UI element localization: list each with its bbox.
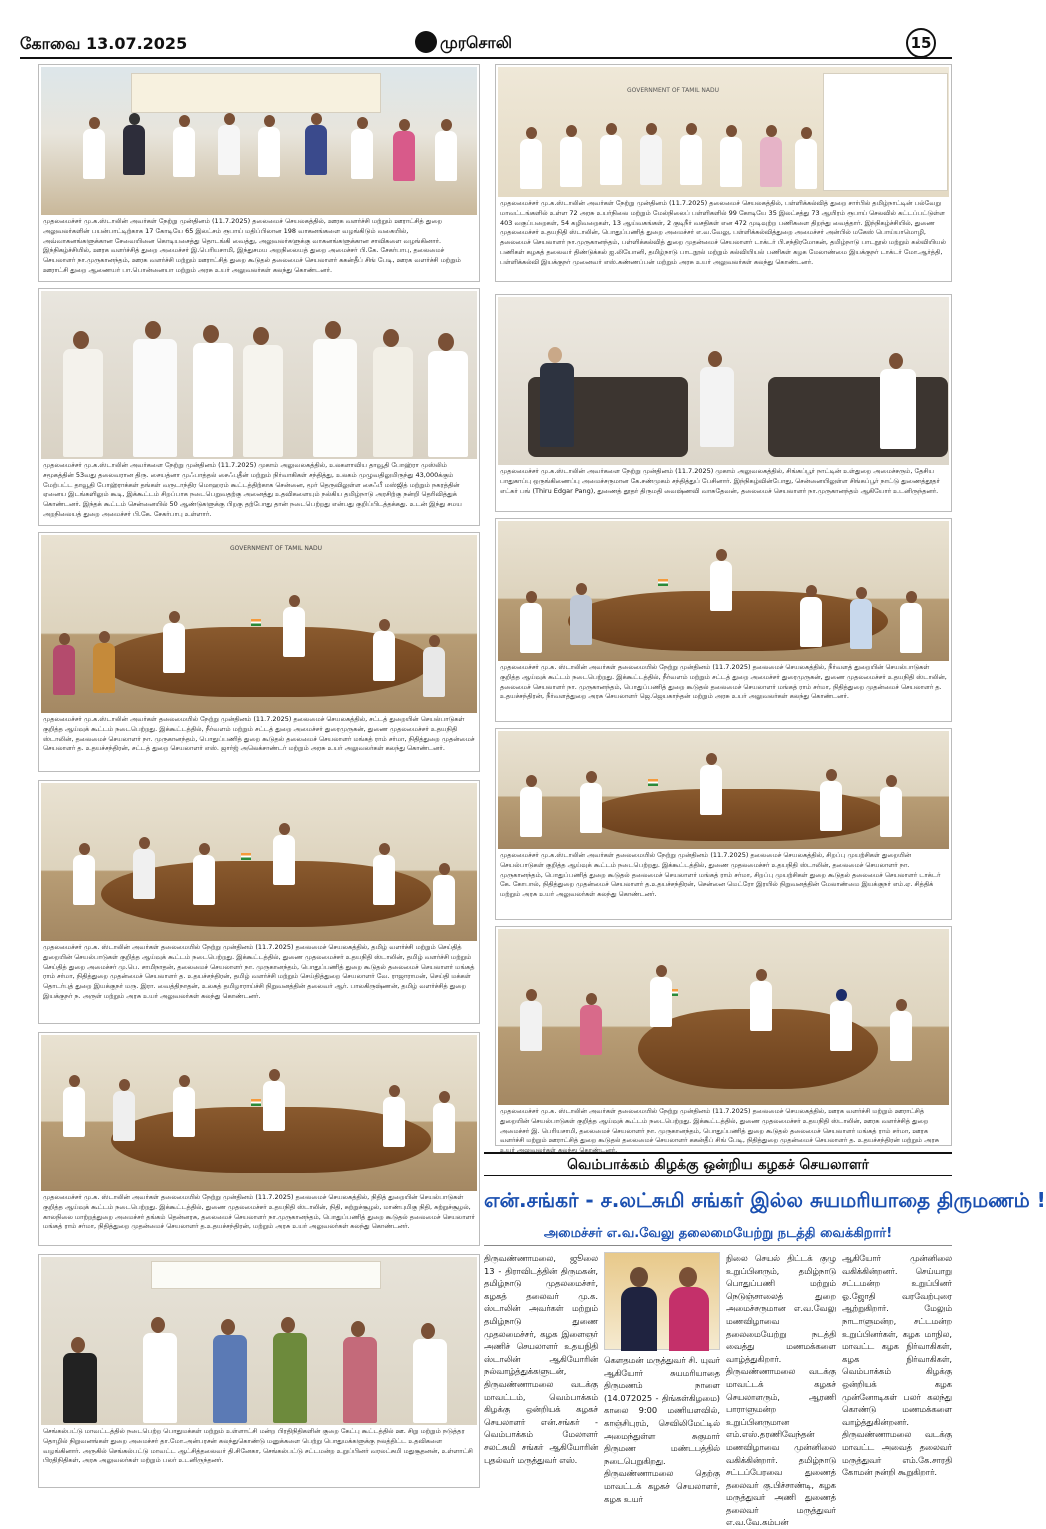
photo-caption: முதலமைச்சர் மு.க. ஸ்டாலின் அவர்கள் தலைமையில் நேற்று முன்தினம் (11.7.2025) தலைமைச் செயலகத்தில், ஊரக வளர்ச்சி மற்றும் ஊராட்சித் துறையின் செயல்பாடுகள் குறித்த ஆய்வுக் கூட்டம் நடைபெற்றது. இக்கூட்டத்தில், துணை முதலமைச்சர் உதயநிதி ஸ்டாலின், ஊரக வளர்ச்சித் துறை அமைச்சர் இ. பெரியசாமி, தலைமைச் செயலாளர் நா. முருகானந்தம், பொதுப்பணித் துறை கூடுதல் தலைமைச் செயலாளர் மங்கத் ராம் சர்மா, ஊரக வளர்ச்சி மற்றும் ஊராட்சித் துறை கூடுதல் தலைமைச் செயலாளர் ககன்தீப் சிங் பேடி, நிதித்துறை முதன்மைச் செயலாளர் த. உதயச்சந்திரன் மற்றும் அரசு உயர் அலுவலர்கள் கலந்து கொண்டனர். xyxy=(500,1107,940,1155)
photo xyxy=(41,1035,477,1191)
photo-caption: முதலமைச்சர் மு.க.ஸ்டாலின் அவர்கள் தலைமையில் நேற்று முன்தினம் (11.7.2025) தலைமைச் செயலகத்தில், சிறப்பு முயற்சிகள் துறையின் செயல்பாடுகள் குறித்த ஆய்வுக் கூட்டம் நடைபெற்றது. இக்கூட்டத்தில், துணை முதலமைச்சர் உதயநிதி ஸ்டாலின், தலைமைச் செயலாளர் நா. முருகானந்தம், பொதுப்பணித் துறை கூடுதல் தலைமைச் செயலாளர் மங்கத் ராம் சர்மா, சிறப்பு முயற்சிகள் துறை கூடுதல் தலைமைச் செயலாளர் டாக்டர் கே. கோபால், நிதித்துறை முதன்மைச் செயலாளர் த.உதயச்சந்திரன், சென்னை மெட்ரோ இரயில் நிறுவனத்தின் மேலாண்மை இயக்குநர் எம்.ஏ. சித்திக் மற்றும் அரசு உயர் அலுவலர்கள் கலந்து கொண்டனர். xyxy=(500,851,941,899)
photo xyxy=(498,731,949,849)
masthead-rule xyxy=(20,57,952,59)
photo-caption: முதலமைச்சர் மு.க. ஸ்டாலின் அவர்கள் தலைமையில் நேற்று முன்தினம் (11.7.2025) தலைமைச் செயலகத்தில், நிதித் துறையின் செயல்பாடுகள் குறித்த ஆய்வுக் கூட்டம் நடைபெற்றது. இக்கூட்டத்தில், துணை முதலமைச்சர் உதயநிதி ஸ்டாலின், நிதி, சுற்றுச்சூழல், மாண்புமிகு நிதி, சுற்றுச்சூழல், காலநிலை மாற்றத்துறை அமைச்சர் தங்கம் தென்னரசு, தலைமைச் செயலாளர் நா.முருகானந்தம், பொதுப்பணித் துறை கூடுதல் தலைமைச் செயலாளர் மங்கத் ராம் சர்மா, நிதித்துறை முதன்மைச் செயலாளர் த.உதயச்சந்திரன், மற்றும் அரசு உயர் அலுவலர்கள் கலந்து கொண்டனர். xyxy=(43,1193,475,1231)
photo xyxy=(41,535,477,713)
photo-caption: முதலமைச்சர் மு.க.ஸ்டாலின் அவர்களை நேற்று முன்தினம் (11.7.2025) முகாம் அலுவலகத்தில், உலகளாவிய தாவூதி போஹ்ரா முஸ்லிம் சமூகத்தின் 53வது தலைவரான திரு. சையத்னா முஃபாத்தல் சைஃபுதீன் மற்றும் நிர்வாகிகள் சந்தித்து, உலகம் முழுவதிலுமிருந்து 43,000க்கும் மேற்பட்ட தாவூதி போஹ்ராக்கள் தங்கள் வருடாந்திர மொஹரம் கூட்டத்திற்காக சென்னை, மூர் தெருவிலுள்ள சைஃபீ மஸ்ஜித் மற்றும் நகரத்தின் ஏனைய இடங்களிலும் கூடி, இக்கூட்டம் சிறப்பாக நடைபெறுவதற்கு அனைத்து உதவிகளையும் நல்கிய தமிழ்நாடு அரசிற்கு நன்றி தெரிவித்துக் கொண்டனர். இந்தக் கூட்டம் சென்னையில் 50 ஆண்டுகளுக்கு பிறகு தற்போது தான் நடைபெற்றது என்பது குறிப்பிடத்தக்கது. உடன் இந்து சமய அறநிலையத் துறை அமைச்சர் பி.கே. சேகர்பாபு உள்ளார். xyxy=(43,461,462,518)
news-photo-tamil-dev-review xyxy=(38,780,480,1024)
news-photo-vehicles xyxy=(38,64,480,282)
photo-caption: முதலமைச்சர் மு.க.ஸ்டாலின் அவர்களை நேற்று முன்தினம் (11.7.2025) முகாம் அலுவலகத்தில், சிங்கப்பூர் நாட்டின் உள்துறை அமைச்சரும், தேசிய பாதுகாப்பு ஒருங்கிணைப்பு அமைச்சருமான கே.சண்முகம் சந்தித்துப் பேசினார். இந்நிகழ்வின்போது, சென்னையிலுள்ள சிங்கப்பூர் நாட்டு துணைத்தூதர் எட்கர் பங் (Thiru Edgar Pang), துணைத் தூதர் திருமதி வைஷ்ணவி வாசுதேவன், தலைமைச் செயலாளர் நா.முருகானந்தம் ஆகியோர் உடனிருந்தனர். xyxy=(500,467,940,495)
photo xyxy=(41,1257,477,1425)
article-subheadline: அமைச்சர் எ.வ.வேலு தலைமையேற்று நடத்தி வைக்கிறார்! xyxy=(484,1222,952,1246)
news-photo-water-dept-review xyxy=(495,518,952,722)
page-number: 15 xyxy=(906,28,936,58)
edition-date: கோவை 13.07.2025 xyxy=(20,34,188,53)
photo xyxy=(498,521,949,661)
article-column-2: கௌதமன் மருத்துவர் சி. யுவர் ஆகியோர் சுயமரியாதை திருமணம் நாளை (14.072025 - திங்கள்கிழமை) காலை 9:00 மணியளவில், காஞ்சிபுரம், செவிலிமேட்டில் அமைந்துள்ள சுகுமார் திருமண மண்டபத்தில் நடைபெறுகிறது. திருவண்ணாமலை தெற்கு மாவட்டக் கழகச் செயலாளர், கழக உயர் xyxy=(604,1355,720,1504)
news-photo-finance-dept-review xyxy=(38,1032,480,1246)
photo xyxy=(498,297,949,465)
article-column-3: நிலை செயல் திட்டக் குழு உறுப்பினரும், தமிழ்நாடு பொதுப்பணி மற்றும் நெடுஞ்சாலைத் துறை அமைச்சருமான எ.வ.வேலு மணவிழாவை தலைமையேற்று நடத்தி வைத்து மணமக்களை வாழ்த்துகிறார். திருவண்ணாமலை வடக்கு மாவட்டக் கழகச் செயலாளரும், ஆரணி பாராளுமன்ற உறுப்பினருமான எம்.எஸ்.தரணிவேந்தன் மணவிழாவை முன்னிலை வகிக்கின்றார். தமிழ்நாடு சட்டப்பேரவை துணைத் தலைவர் கு.பிச்சாண்டி, கழக மருத்துவர் அணி துணைத் தலைவர் மருத்துவர் எ.வ.வே.கம்பன் xyxy=(726,1253,836,1528)
news-photo-singapore-minister xyxy=(495,294,952,512)
news-photo-schools xyxy=(495,64,952,282)
article-kicker: வெம்பாக்கம் கிழக்கு ஒன்றிய கழகச் செயலாளர் xyxy=(484,1152,952,1176)
photo xyxy=(41,291,477,459)
article-headline: என்.சங்கர் - ச.லட்சுமி சங்கர் இல்ல சுயமரியாதை திருமணம் ! xyxy=(484,1188,1046,1212)
news-photo-law-dept-review xyxy=(38,532,480,772)
masthead xyxy=(0,0,972,58)
photo xyxy=(498,929,949,1105)
photo xyxy=(498,67,949,197)
photo-caption: முதலமைச்சர் மு.க.ஸ்டாலின் அவர்கள் நேற்று முன்தினம் (11.7.2025) தலைமைச் செயலகத்தில், ஊரக வளர்ச்சி மற்றும் ஊராட்சித் துறை அலுவலர்களின் பயன்பாட்டிற்காக 17 கோடியே 65 இலட்சம் ரூபாய் மதிப்பிலான 198 வாகனங்களை வழங்கிடும் வகையில், அவ்வாகனங்களுக்கான சேவையினை கொடியசைத்து தொடங்கி வைத்து, அலுவலர்களுக்கு வாகனங்களுக்கான சாவிகளை வழங்கினார். இந்நிகழ்ச்சியில், ஊரக வளர்ச்சித் துறை அமைச்சர் இ.பெரியசாமி, இந்துசமய அறநிலையத் துறை அமைச்சர் பி.கே. சேகர்பாபு, தலைமைச் செயலாளர் நா.முருகானந்தம், ஊரக வளர்ச்சி மற்றும் ஊராட்சித் துறை கூடுதல் தலைமைச் செயலாளர் ககன்தீப் சிங் பேடி, ஊரக வளர்ச்சி மற்றும் ஊராட்சி துறை ஆணையர் பா.பொன்னையா மற்றும் அரசு உயர் அலுவலர்கள் கலந்து கொண்டனர். xyxy=(43,217,461,274)
news-photo-bohra-delegation xyxy=(38,288,480,526)
photo-sign: GOVERNMENT OF TAMIL NADU xyxy=(626,87,720,94)
wedding-article xyxy=(484,1252,952,1528)
article-column-4: ஆகியோர் முன்னிலை வகிக்கின்றனர். செய்யாறு சட்டமன்ற உறுப்பினர் ஓ.ஜோதி வரவேற்புரை ஆற்றுகிறார். மேலும் நாடாளுமன்ற, சட்டமன்ற உறுப்பினர்கள், கழக மாநில, மாவட்ட கழக நிர்வாகிகள், கழக நிர்வாகிகள், வெம்பாக்கம் கிழக்கு ஒன்றியக் கழக முன்னோடிகள் பலர் கலந்து கொண்டு மணமக்களை வாழ்த்துகின்றனர். திருவண்ணாமலை வடக்கு மாவட்ட அவைத் தலைவர் மருத்துவர் எம்.கே.சாரதி கோமன் நன்றி கூறுகிறார். xyxy=(842,1253,952,1478)
couple-photo xyxy=(604,1252,720,1350)
photo-caption: முதலமைச்சர் மு.க. ஸ்டாலின் அவர்கள் தலைமையில் நேற்று முன்தினம் (11.7.2025) தலைமைச் செயலகத்தில், நீர்வளத் துறையின் செயல்பாடுகள் குறித்த ஆய்வுக் கூட்டம் நடைபெற்றது. இக்கூட்டத்தில், நீர்வளம் மற்றும் சட்டத் துறை அமைச்சர் துரைமுருகன், துணை முதலமைச்சர் உதயநிதி ஸ்டாலின், தலைமைச் செயலாளர் நா. முருகானந்தம், பொதுப்பணித் துறை கூடுதல் தலைமைச் செயலாளர் மங்கத் ராம் சர்மா, நிதித்துறை முதன்மைச் செயலாளர் த. உதயச்சந்திரன், நீர்வளத்துறை அரசு செயலாளர் ஜெ.ஜெயகாந்தன் மற்றும் அரசு உயர் அலுவலர்கள் கலந்து கொண்டனர். xyxy=(500,663,947,701)
article-column-1: திருவண்ணாமலை, ஜூலை 13 - திராவிடத்தின் திருமகன், தமிழ்நாடு முதலமைச்சர், கழகத் தலைவர் மு.க. ஸ்டாலின் அவர்கள் மற்றும் தமிழ்நாடு துணை முதலமைச்சர், கழக இளைஞர் அணிச் செயலாளர் உதயநிதி ஸ்டாலின் ஆகியோரின் நல்வாழ்த்துக்களுடன், திருவண்ணாமலை வடக்கு மாவட்டம், வெம்பாக்கம் கிழக்கு ஒன்றியக் கழகச் செயலாளர் என்.சங்கர் - வெம்பாக்கம் மேலாளர் சலட்சுமி சங்கர் ஆகியோரின் புதல்வர் மருத்துவர் எஸ். xyxy=(484,1253,598,1465)
newspaper-logo-icon xyxy=(415,31,437,53)
photo-caption: முதலமைச்சர் மு.க. ஸ்டாலின் அவர்கள் தலைமையில் நேற்று முன்தினம் (11.7.2025) தலைமைச் செயலகத்தில், தமிழ் வளர்ச்சி மற்றும் செய்தித் துறையின் செயல்பாடுகள் குறித்த ஆய்வுக் கூட்டம் நடைபெற்றது. இக்கூட்டத்தில், துணை முதலமைச்சர் உதயநிதி ஸ்டாலின், தமிழ் வளர்ச்சி மற்றும் செய்தித் துறை அமைச்சர் மு.பெ. சாமிநாதன், தலைமைச் செயலாளர் நா. முருகானந்தம், பொதுப்பணித் துறை கூடுதல் தலைமைச் செயலாளர் மங்கத் ராம் சர்மா, நிதித்துறை முதன்மைச் செயலாளர் த. உதயச்சந்திரன், தமிழ் வளர்ச்சி மற்றும் செய்தித்துறை செயலாளர் வே. ராஜாராமன், செய்தி மக்கள் தொடர்புத் துறை இயக்குநர் மரு. இரா. வைத்திநாதன், உலகத் தமிழாராய்ச்சி நிறுவனத்தின் தலைவர் ஆர். பாலகிருஷ்ணன், தமிழ் வளர்ச்சித் துறை இயக்குநர் ந. அருள் மற்றும் அரசு உயர் அலுவலர்கள் கலந்து கொண்டனர். xyxy=(43,943,475,1000)
news-photo-chengalpattu-grievance xyxy=(38,1254,480,1488)
newspaper-name: முரசொலி xyxy=(440,33,512,52)
photo xyxy=(41,67,477,215)
news-photo-rural-dev-review xyxy=(495,926,952,1155)
news-photo-special-initiatives-review xyxy=(495,728,952,920)
photo-caption: முதலமைச்சர் மு.க.ஸ்டாலின் அவர்கள் தலைமையில் நேற்று முன்தினம் (11.7.2025) தலைமைச் செயலகத்தில், சட்டத் துறையின் செயல்பாடுகள் குறித்த ஆய்வுக் கூட்டம் நடைபெற்றது. இக்கூட்டத்தில், நீர்வளம் மற்றும் சட்டத் துறை அமைச்சர் துரைமுருகன், துணை முதலமைச்சர் உதயநிதி ஸ்டாலின், தலைமைச் செயலாளர் நா. முருகானந்தம், பொதுப்பணித் துறை கூடுதல் தலைமைச் செயலாளர் மங்கத் ராம் சர்மா, நிதித்துறை முதன்மைச் செயலாளர் த. உதயச்சந்திரன், சட்டத் துறை செயலாளர் எஸ். ஜார்ஜ் அலெக்சாண்டர் மற்றும் அரசு உயர் அலுவலர்கள் கலந்து கொண்டனர். xyxy=(43,715,475,753)
photo-caption: முதலமைச்சர் மு.க.ஸ்டாலின் அவர்கள் நேற்று முன்தினம் (11.7.2025) தலைமைச் செயலகத்தில், பள்ளிக்கல்வித் துறை சார்பில் தமிழ்நாட்டின் பல்வேறு மாவட்டங்களில் உள்ள 72 அரசு உயர்நிலை மற்றும் மேல்நிலைப் பள்ளிகளில் 99 கோடியே 35 இலட்சத்து 73 ஆயிரம் ரூபாய் செலவில் கட்டப்பட்டுள்ள 403 வகுப்பறைகள், 54 கழிவறைகள், 13 ஆய்வகங்கள், 2 குடிநீர் வசதிகள் என 472 முடிவுற்ற பணிகளை திறந்து வைத்தார். இந்நிகழ்ச்சியில், துணை முதலமைச்சர் உதயநிதி ஸ்டாலின், பொதுப்பணித் துறை அமைச்சர் எ.வ.வேலு, பள்ளிக்கல்வித்துறை அமைச்சர் அன்பில் மகேஸ் பொய்யாமொழி, தலைமைச் செயலாளர் நா.முருகானந்தம், பள்ளிக்கல்வித் துறை முதன்மைச் செயலாளர் டாக்டர் பி.சந்திரமோகன், தமிழ்நாடு பாடநூல் மற்றும் கல்வியியல் பணிகள் கழகத் தலைவர் திண்டுக்கல் ஐ.லியோனி, தமிழ்நாடு பாடநூல் மற்றும் கல்வியியல் பணிகள் கழக மேலாண்மை இயக்குநர் டாக்டர் மோ.ஆர்த்தி, பள்ளிக்கல்வி இயக்குநர் முனைவர் எஸ்.கண்ணப்பன் மற்றும் அரசு உயர் அலுவலர்கள் கலந்து கொண்டனர். xyxy=(500,199,947,266)
photo-sign: GOVERNMENT OF TAMIL NADU xyxy=(229,545,323,552)
photo xyxy=(41,783,477,941)
photo-caption: செங்கல்பட்டு மாவட்டத்தில் நடைபெற்ற பொதுமக்கள் மற்றும் உள்ளாட்சி மன்ற பிரதிநிதிகளின் குறை கேட்பு கூட்டத்தில் ஊ. சிறு மற்றும் நடுத்தர தொழில் நிறுவனங்கள் துறை அமைச்சர் தா.மோ.அன்பரசன் கலந்துகொண்டு மனுக்களை பெற்று பொதுமக்களுக்கு நலத்திட்ட உதவிகளை வழங்கினார். அருகில் செங்கல்பட்டு மாவட்ட ஆட்சித்தலைவர் தி.சினேகா, செங்கல்பட்டு சட்டமன்ற உறுப்பினர் வரலட்சுமி மதுசூதனன், உள்ளாட்சி பிரதிநிதிகள், அரசு அலுவலர்கள் மற்றும் பலர் உடனிருந்தனர். xyxy=(43,1427,473,1465)
